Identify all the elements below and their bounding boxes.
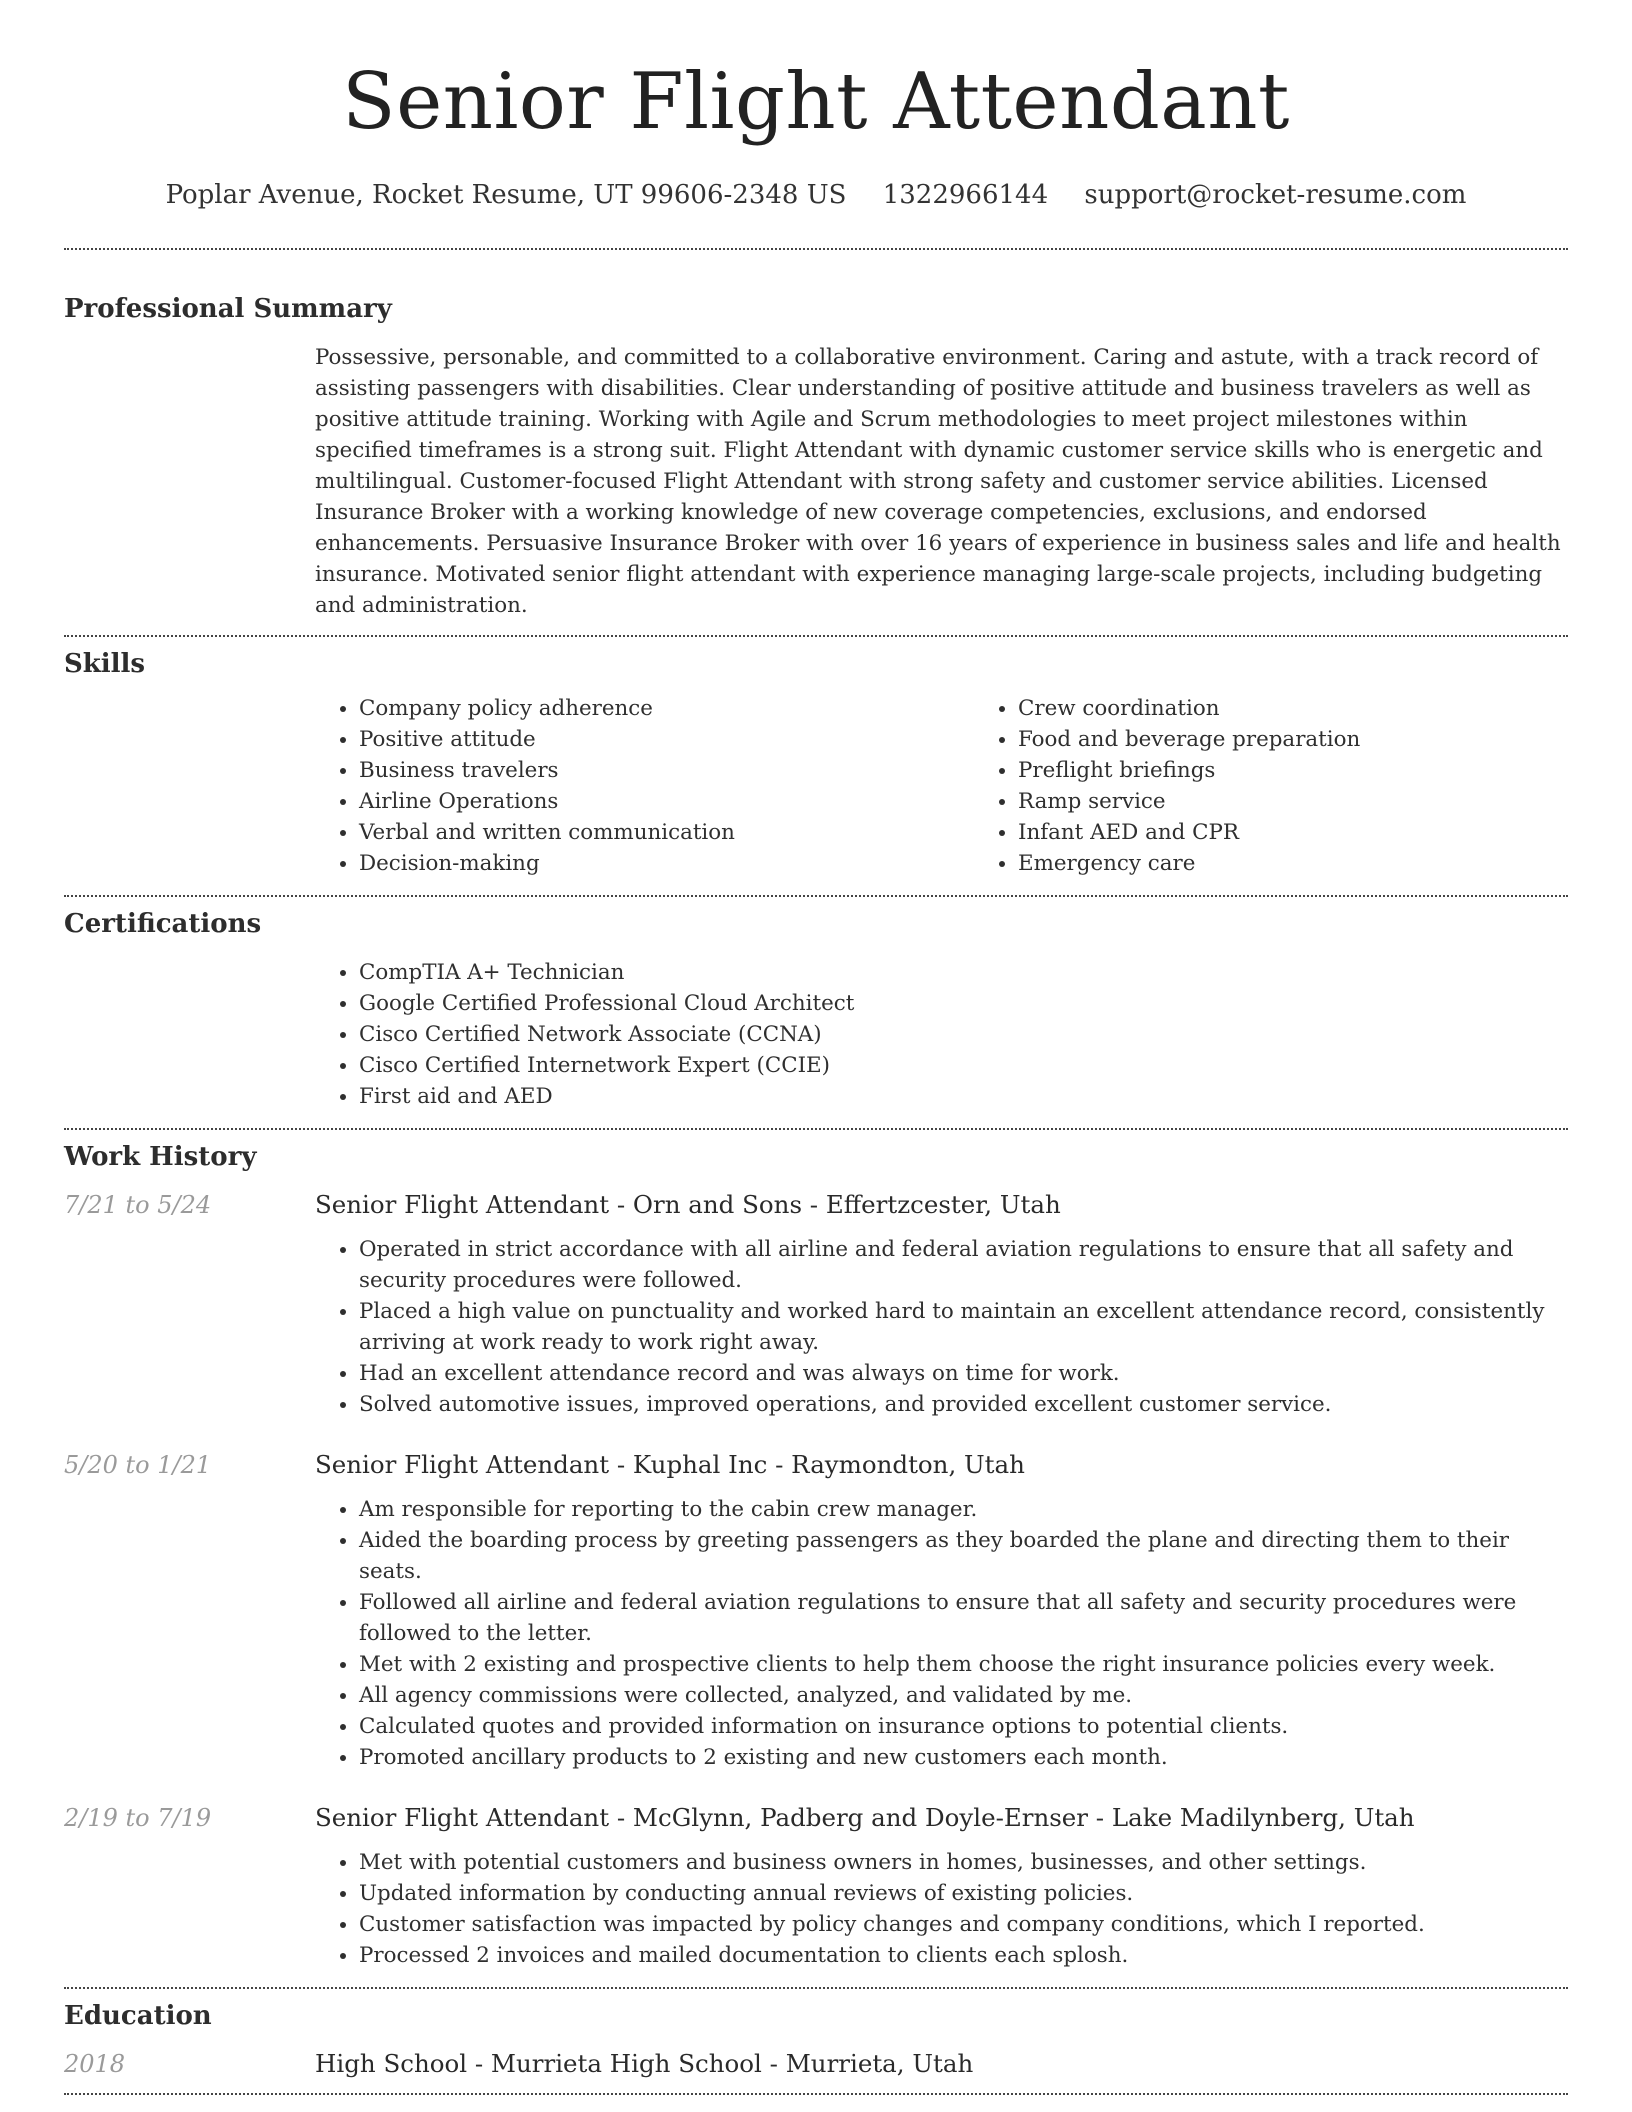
job-header bbox=[64, 1448, 1568, 1482]
skill-item: • Airline Operations bbox=[359, 786, 974, 817]
job-title: Senior Flight Attendant - Orn and Sons - Effertzcester, Utah bbox=[315, 1190, 1061, 1219]
skill-item: • Crew coordination bbox=[1018, 693, 1632, 724]
certifications-heading: Certifications bbox=[64, 909, 262, 939]
job-bullet: • All agency commissions were collected, analyzed, and validated by me. bbox=[359, 1680, 1568, 1711]
job-bullets bbox=[315, 1847, 1568, 1971]
skill-item: • Emergency care bbox=[1018, 848, 1632, 879]
job-bullet: • Promoted ancillary products to 2 existing and new customers each month. bbox=[359, 1742, 1568, 1773]
skills-list-left bbox=[315, 693, 974, 879]
job-bullet: • Operated in strict accordance with all airline and federal aviation regulations to ensure that all safety and security procedures were followed. bbox=[359, 1234, 1568, 1296]
job-bullet: • Am responsible for reporting to the cabin crew manager. bbox=[359, 1494, 1568, 1525]
job-bullet: • Processed 2 invoices and mailed documentation to clients each splosh. bbox=[359, 1940, 1568, 1971]
job-bullet: • Met with potential customers and business owners in homes, businesses, and other settings. bbox=[359, 1847, 1568, 1878]
certification-item: • First aid and AED bbox=[359, 1081, 1568, 1112]
contact-address: Poplar Avenue, Rocket Resume, UT 99606-2348 US bbox=[165, 180, 847, 210]
skill-item: • Infant AED and CPR bbox=[1018, 817, 1632, 848]
job-dates: 5/20 to 1/21 bbox=[64, 1451, 212, 1479]
certification-item: • Google Certified Professional Cloud Architect bbox=[359, 988, 1568, 1019]
job-bullet: • Solved automotive issues, improved operations, and provided excellent customer service. bbox=[359, 1389, 1568, 1420]
contact-email: support@rocket-resume.com bbox=[1084, 180, 1467, 210]
summary-text: Possessive, personable, and committed to a collaborative environment. Caring and astute, with a track record of assisting passengers with disabilities. Clear understanding of positive attitude and business travelers as well as positive attitude training. Working with Agile and Scrum methodologies to meet project milestones within specified timeframes is a strong suit. Flight Attendant with dynamic customer service skills who is energetic and multilingual. Customer-focused Flight Attendant with strong safety and customer service abilities. Licensed Insurance Broker with a working knowledge of new coverage competencies, exclusions, and endorsed enhancements. Persuasive Insurance Broker with over 16 years of experience in business sales and life and health insurance. Motivated senior flight attendant with experience managing large-scale projects, including budgeting and administration. bbox=[315, 345, 1561, 618]
job-bullet: • Calculated quotes and provided information on insurance options to potential clients. bbox=[359, 1711, 1568, 1742]
education-year: 2018 bbox=[64, 2050, 126, 2078]
job-dates: 7/21 to 5/24 bbox=[64, 1191, 212, 1219]
job-bullet: • Customer satisfaction was impacted by policy changes and company conditions, which I reported. bbox=[359, 1909, 1568, 1940]
work-history-section bbox=[64, 1130, 1568, 1971]
education-detail: High School - Murrieta High School - Murrieta, Utah bbox=[315, 2049, 974, 2078]
certifications-section bbox=[64, 897, 1568, 1112]
contact-phone: 1322966144 bbox=[882, 180, 1049, 210]
job-entry bbox=[64, 1188, 1568, 1420]
certifications-list bbox=[315, 957, 1568, 1112]
job-bullet: • Had an excellent attendance record and was always on time for work. bbox=[359, 1358, 1568, 1389]
job-title: Senior Flight Attendant - Kuphal Inc - Raymondton, Utah bbox=[315, 1450, 1025, 1479]
contact-line bbox=[64, 178, 1568, 212]
job-bullet: • Met with 2 existing and prospective clients to help them choose the right insurance policies every week. bbox=[359, 1649, 1568, 1680]
certification-item: • Cisco Certified Network Associate (CCNA) bbox=[359, 1019, 1568, 1050]
job-entry bbox=[64, 1448, 1568, 1773]
education-section bbox=[64, 1989, 1568, 2081]
job-header bbox=[64, 1801, 1568, 1835]
work-history-heading: Work History bbox=[64, 1142, 257, 1172]
skill-item: • Food and beverage preparation bbox=[1018, 724, 1632, 755]
certification-item: • CompTIA A+ Technician bbox=[359, 957, 1568, 988]
job-header bbox=[64, 1188, 1568, 1222]
education-entry bbox=[64, 2047, 1568, 2081]
job-bullets bbox=[315, 1494, 1568, 1773]
job-dates: 2/19 to 7/19 bbox=[64, 1804, 212, 1832]
skills-columns bbox=[315, 693, 1568, 879]
job-bullet: • Updated information by conducting annual reviews of existing policies. bbox=[359, 1878, 1568, 1909]
skill-item: • Preflight briefings bbox=[1018, 755, 1632, 786]
job-bullet: • Aided the boarding process by greeting passengers as they boarded the plane and directing them to their seats. bbox=[359, 1525, 1568, 1587]
resume-title: Senior Flight Attendant bbox=[342, 57, 1290, 147]
summary-section bbox=[64, 250, 1568, 621]
summary-heading: Professional Summary bbox=[64, 294, 392, 324]
job-bullet: • Followed all airline and federal aviation regulations to ensure that all safety and security procedures were followed to the letter. bbox=[359, 1587, 1568, 1649]
skill-item: • Business travelers bbox=[359, 755, 974, 786]
job-bullet: • Placed a high value on punctuality and worked hard to maintain an excellent attendance record, consistently arriving at work ready to work right away. bbox=[359, 1296, 1568, 1358]
education-heading: Education bbox=[64, 2001, 212, 2031]
certification-item: • Cisco Certified Internetwork Expert (CCIE) bbox=[359, 1050, 1568, 1081]
job-entry bbox=[64, 1801, 1568, 1971]
skill-item: • Positive attitude bbox=[359, 724, 974, 755]
skill-item: • Decision-making bbox=[359, 848, 974, 879]
skills-section bbox=[64, 637, 1568, 879]
skills-heading: Skills bbox=[64, 649, 146, 679]
job-bullets bbox=[315, 1234, 1568, 1420]
skill-item: • Company policy adherence bbox=[359, 693, 974, 724]
skill-item: • Verbal and written communication bbox=[359, 817, 974, 848]
skill-item: • Ramp service bbox=[1018, 786, 1632, 817]
job-title: Senior Flight Attendant - McGlynn, Padberg and Doyle-Ernser - Lake Madilynberg, Utah bbox=[315, 1803, 1415, 1832]
skills-list-right bbox=[974, 693, 1632, 879]
section-divider bbox=[64, 2093, 1568, 2095]
